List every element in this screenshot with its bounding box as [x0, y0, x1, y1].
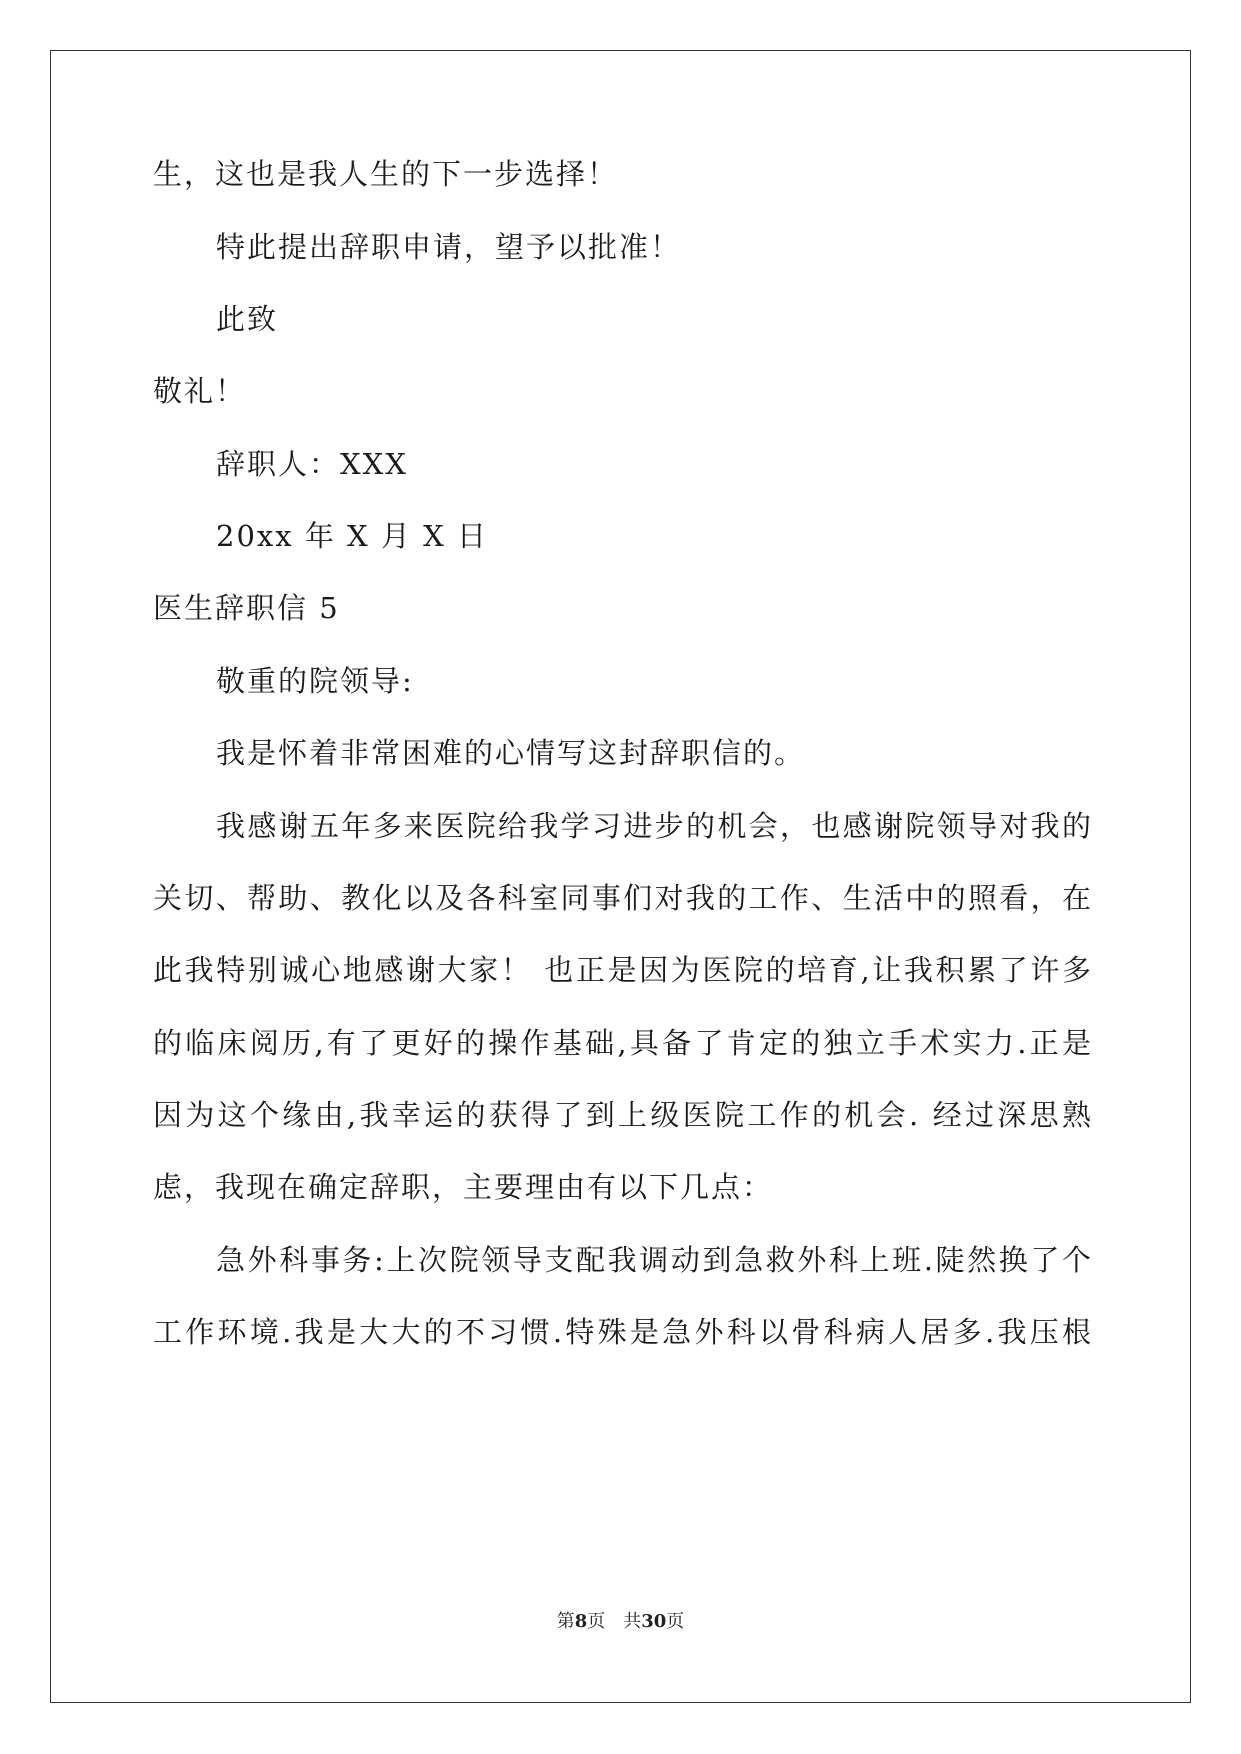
page-border — [50, 50, 1191, 1703]
text-line-14: 因为这个缘由,我幸运的获得了到上级医院工作的机会. 经过深思熟 — [153, 1098, 1093, 1132]
text-line-10: 我感谢五年多来医院给我学习进步的机会，也感谢院领导对我的 — [216, 809, 1093, 843]
footer-mid: 页 共 — [587, 1611, 642, 1632]
text-line-16: 急外科事务:上次院领导支配我调动到急救外科上班.陡然换了个 — [216, 1243, 1093, 1277]
text-line-12: 此我特别诚心地感谢大家！ 也正是因为医院的培育,让我积累了许多 — [153, 953, 1093, 987]
text-line-3: 此致 — [216, 302, 279, 336]
text-line-13: 的临床阅历,有了更好的操作基础,具备了肯定的独立手术实力.正是 — [153, 1026, 1093, 1060]
text-line-1: 生，这也是我人生的下一步选择！ — [153, 157, 619, 191]
text-line-6: 20xx 年 X 月 X 日 — [216, 519, 488, 553]
footer-suffix: 页 — [666, 1611, 685, 1632]
text-line-2: 特此提出辞职申请，望予以批准！ — [216, 230, 682, 264]
page-footer — [0, 1610, 1241, 1634]
text-line-11: 关切、帮助、教化以及各科室同事们对我的工作、生活中的照看，在 — [153, 881, 1093, 915]
text-line-15: 虑，我现在确定辞职，主要理由有以下几点： — [153, 1170, 774, 1204]
text-line-5: 辞职人：XXX — [216, 447, 408, 481]
text-line-17: 工作环境.我是大大的不习惯.特殊是急外科以骨科病人居多.我压根 — [153, 1315, 1093, 1349]
salutation: 敬重的院领导: — [216, 664, 414, 698]
current-page-number: 8 — [574, 1611, 588, 1632]
total-page-number: 30 — [641, 1611, 667, 1632]
section-heading: 医生辞职信 5 — [153, 591, 340, 625]
text-line-4: 敬礼！ — [153, 374, 247, 408]
text-line-9: 我是怀着非常困难的心情写这封辞职信的。 — [216, 736, 806, 770]
footer-prefix: 第 — [556, 1611, 575, 1632]
